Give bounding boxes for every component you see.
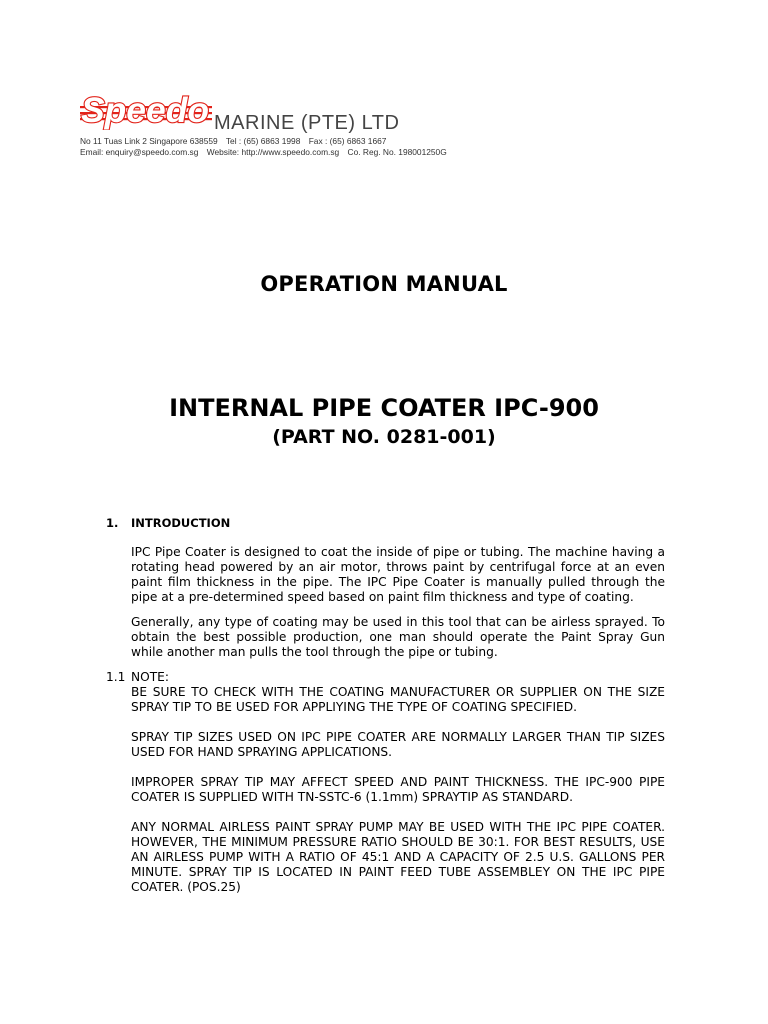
fax: Fax : (65) 6863 1667 [308, 136, 387, 146]
logo-wordmark: Speedo [81, 91, 209, 130]
registration-number: Co. Reg. No. 198001250G [347, 147, 447, 157]
paragraph: Generally, any type of coating may be used in this tool that can be airless sprayed. To obtain the best possible production, one man should operate the Paint Spray Gun while another man pulls the tool through the pipe or tubing. [131, 615, 665, 659]
email: Email: enquiry@speedo.com.sg [80, 147, 199, 157]
note-paragraph: ANY NORMAL AIRLESS PAINT SPRAY PUMP MAY BE USED WITH THE IPC PIPE COATER. HOWEVER, THE MINIMUM PRESSURE RATIO SHOULD BE 30:1. FOR BEST RESULTS, USE AN AIRLESS PUMP WITH A RATIO OF 45:1 AND A CAPACITY OF 2.5 U.S. GALLONS PER MINUTE. SPRAY TIP IS LOCATED IN PAINT FEED TUBE ASSEMBLEY ON THE IPC PIPE COATER. (POS.25) [131, 820, 665, 894]
letterhead [80, 88, 720, 164]
contact-line [80, 147, 453, 157]
section-number: 1. [106, 516, 119, 530]
note-number: 1.1 [106, 670, 126, 684]
section-heading: INTRODUCTION [131, 516, 231, 530]
part-number: (PART NO. 0281-001) [272, 426, 496, 448]
website: Website: http://www.speedo.com.sg [206, 147, 340, 157]
product-title: INTERNAL PIPE COATER IPC-900 [169, 394, 599, 422]
paragraph: IPC Pipe Coater is designed to coat the inside of pipe or tubing. The machine having a rotating head powered by an air motor, throws paint by centrifugal force at an even paint film thickness in the pipe. The IPC Pipe Coater is manually pulled through the pipe at a pre-determined speed based on paint film thickness and type of coating. [131, 545, 665, 604]
note-paragraph: SPRAY TIP SIZES USED ON IPC PIPE COATER ARE NORMALLY LARGER THAN TIP SIZES USED FOR HAND SPRAYING APPLICATIONS. [131, 730, 665, 759]
document-title: OPERATION MANUAL [260, 272, 508, 296]
note-label: NOTE: [131, 670, 169, 684]
speedo-logo [80, 90, 212, 130]
note-paragraph: BE SURE TO CHECK WITH THE COATING MANUFACTURER OR SUPPLIER ON THE SIZE SPRAY TIP TO BE USED FOR APPLIYING THE TYPE OF COATING SPECIFIED. [131, 685, 665, 714]
telephone: Tel : (65) 6863 1998 [225, 136, 301, 146]
address-line [80, 136, 392, 146]
note-paragraph: IMPROPER SPRAY TIP MAY AFFECT SPEED AND PAINT THICKNESS. THE IPC-900 PIPE COATER IS SUPPLIED WITH TN-SSTC-6 (1.1mm) SPRAYTIP AS STANDARD. [131, 775, 665, 804]
address: No 11 Tuas Link 2 Singapore 638559 [80, 136, 218, 146]
company-name: MARINE (PTE) LTD [214, 112, 400, 134]
